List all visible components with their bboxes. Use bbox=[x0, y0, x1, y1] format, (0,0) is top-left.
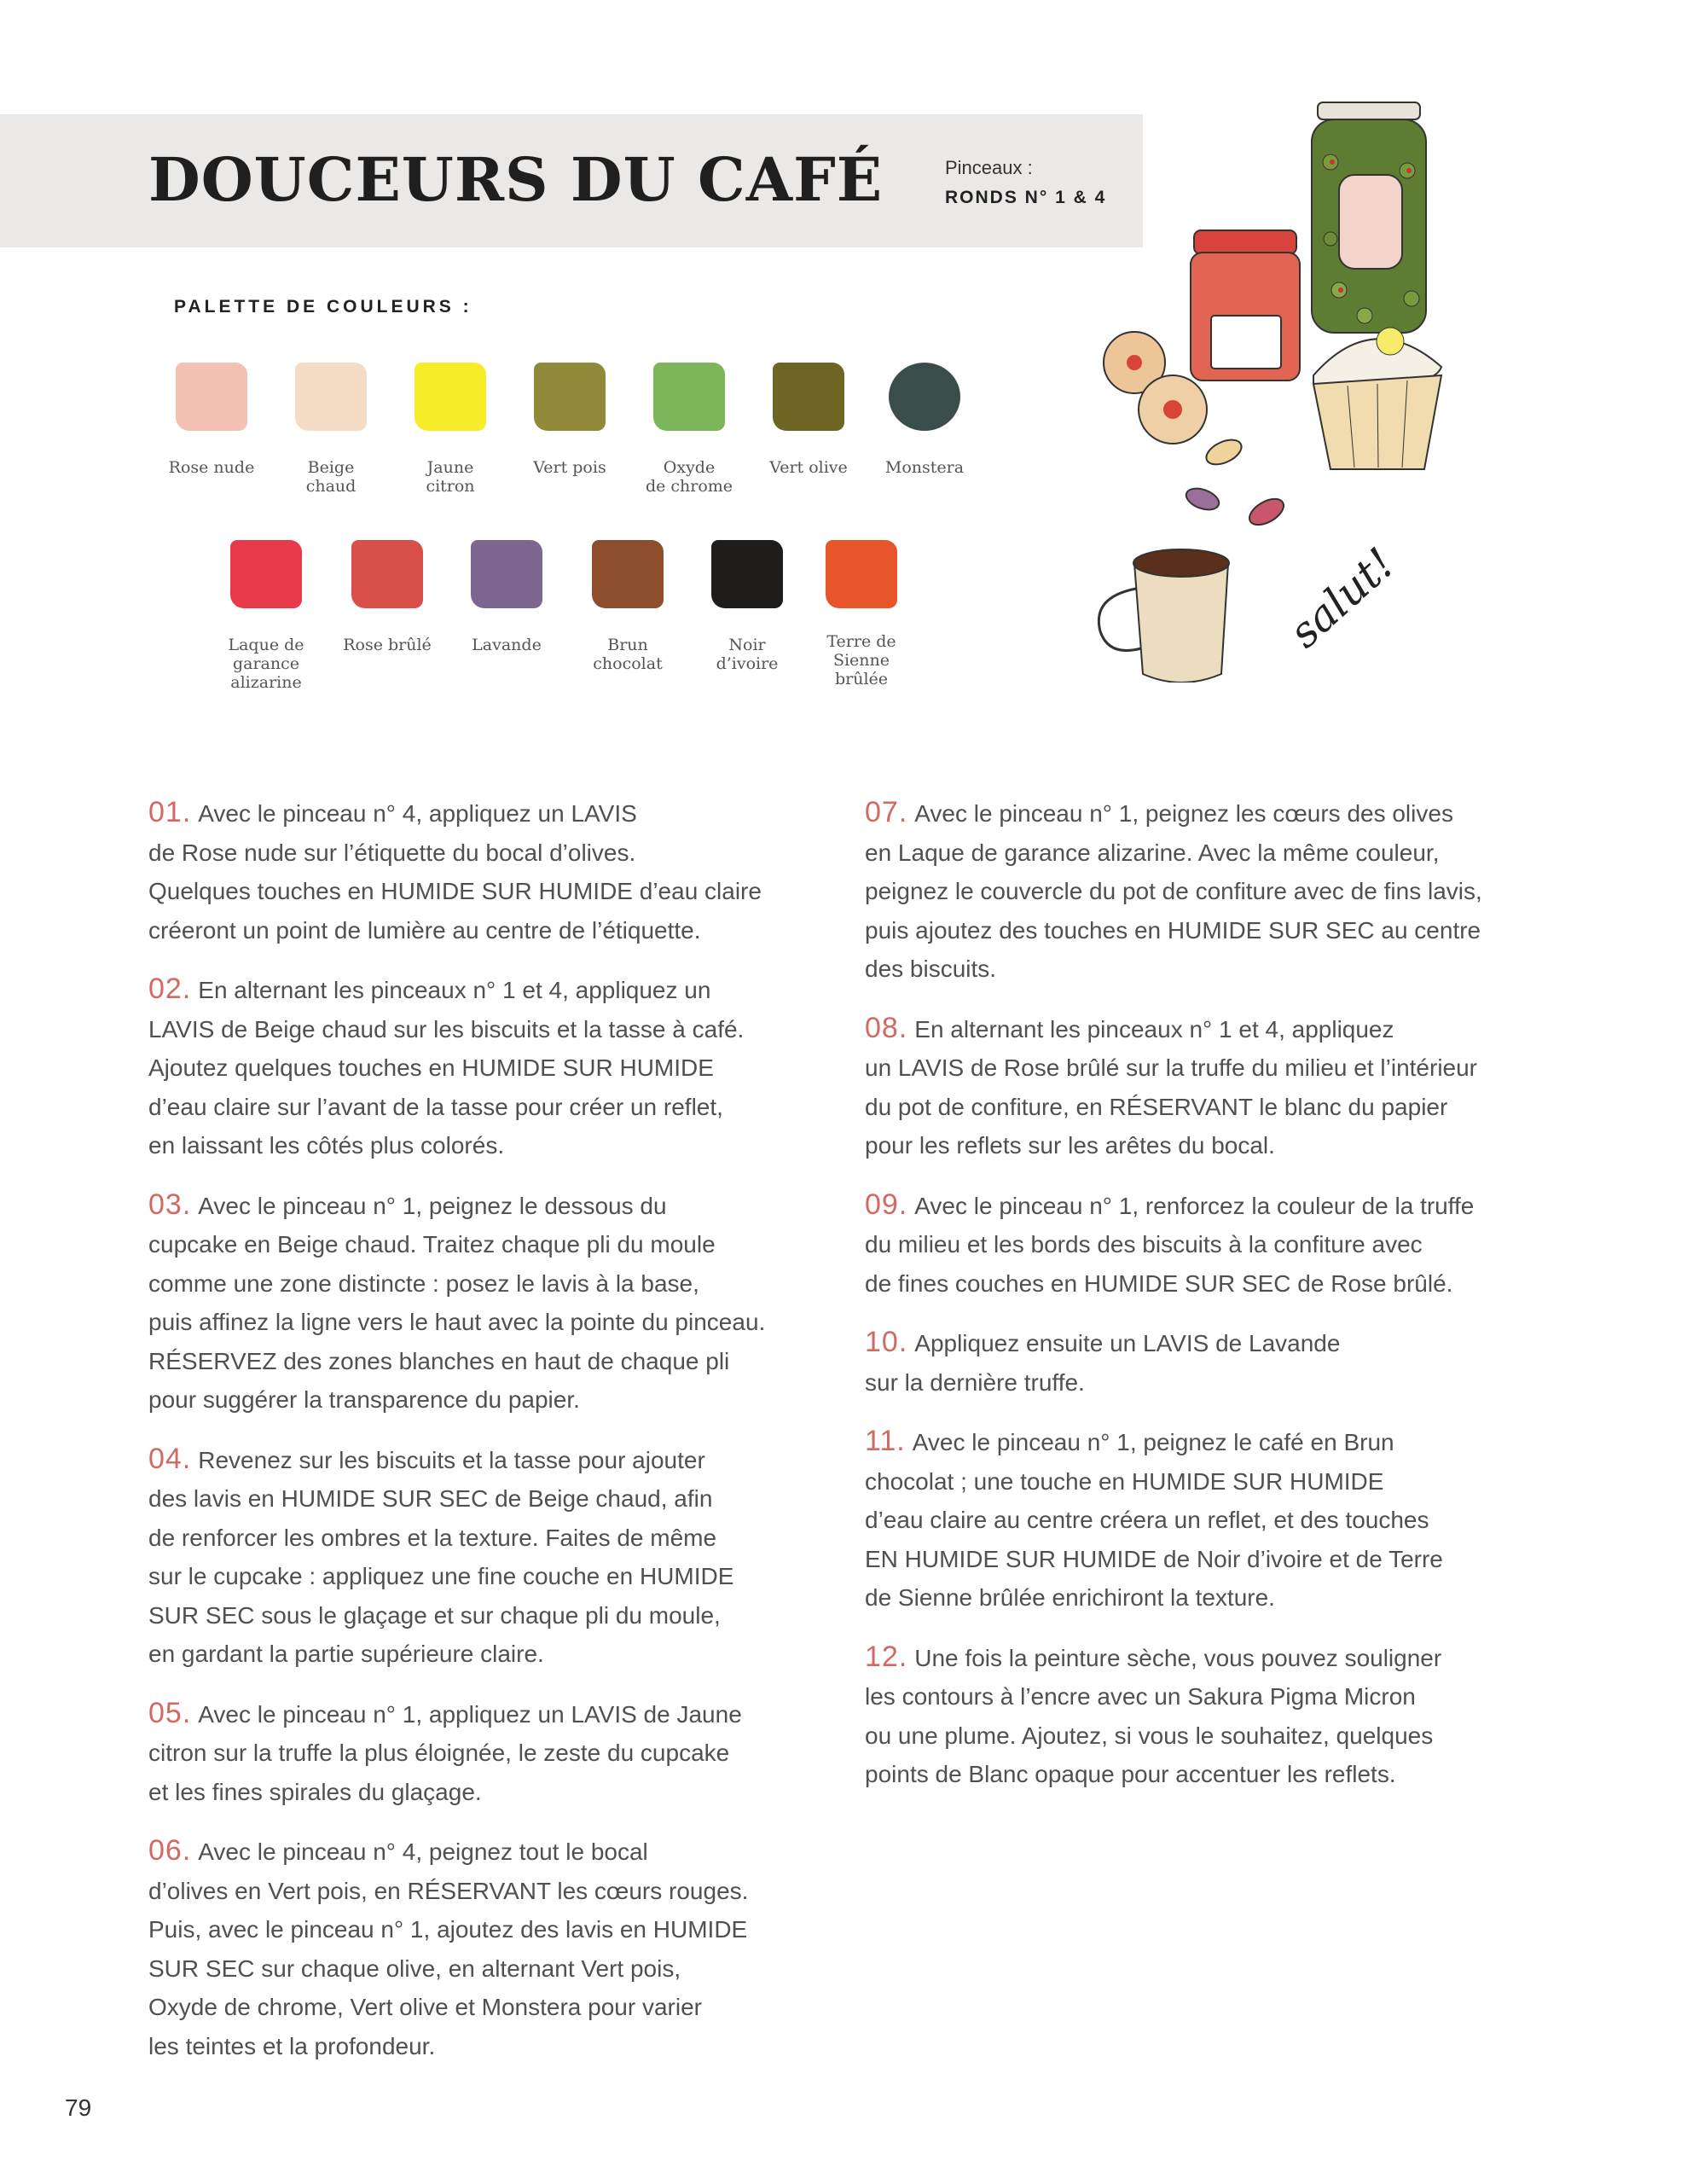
swatch-label: Oxyde de chrome bbox=[645, 458, 733, 496]
cafe-treats-illustration bbox=[1083, 85, 1475, 682]
step-01: 01. Avec le pinceau n° 4, appliquez un LAVIS de Rose nude sur l’étiquette du bocal d’olives. Quelques touches en HUMIDE SUR HUMIDE d’eau claire créeront un point de lumière au centre de l’étiquette. bbox=[148, 796, 762, 944]
color-chip bbox=[653, 363, 725, 431]
olive-jar bbox=[1312, 102, 1426, 333]
step-08: 08. En alternant les pinceaux n° 1 et 4, appliquez un LAVIS de Rose brûlé sur la truffe du milieu et l’intérieur du pot de confiture, en RÉSERVANT le blanc du papier pour les reflets sur les arêtes du bocal. bbox=[865, 1011, 1478, 1159]
step-06: 06. Avec le pinceau n° 4, peignez tout le bocal d’olives en Vert pois, en RÉSERVANT les cœurs rouges. Puis, avec le pinceau n° 1, ajoutez des lavis en HUMIDE SUR SEC sur chaque olive, en alternant Vert pois, Oxyde de chrome, Vert olive et Monstera pour varier les teintes et la profondeur. bbox=[148, 1834, 749, 2059]
cupcake bbox=[1313, 328, 1441, 469]
swatch-terre-de-sienne bbox=[785, 540, 938, 688]
swatch-label: Vert olive bbox=[769, 458, 848, 477]
step-07: 07. Avec le pinceau n° 1, peignez les cœurs des olives en Laque de garance alizarine. Avec la même couleur, peignez le couvercle du pot de confiture avec de fins lavis, puis ajoutez des touches en HUMIDE SUR SEC au centre des biscuits. bbox=[865, 796, 1482, 982]
brushes-info bbox=[945, 157, 1106, 208]
salut-handwriting: salut! bbox=[1279, 538, 1405, 658]
swatch-label: Noir d’ivoire bbox=[716, 636, 779, 673]
brushes-value: RONDS N° 1 & 4 bbox=[945, 188, 1107, 207]
color-chip bbox=[230, 540, 302, 608]
coffee-mug bbox=[1099, 549, 1229, 682]
swatch-label: Jaune citron bbox=[426, 458, 475, 496]
steps-column-left bbox=[148, 793, 822, 2086]
swatch-label: Laque de garance alizarine bbox=[228, 636, 304, 692]
color-chip bbox=[471, 540, 542, 608]
brushes-label: Pinceaux : bbox=[945, 157, 1033, 178]
swatch-label: Vert pois bbox=[533, 458, 606, 477]
step-11: 11. Avec le pinceau n° 1, peignez le café en Brun chocolat ; une touche en HUMIDE SUR HUMIDE d’eau claire au centre créera un reflet, et des touches EN HUMIDE SUR HUMIDE de Noir d’ivoire et de Terre de Sienne brûlée enrichiront la texture. bbox=[865, 1425, 1443, 1611]
color-chip bbox=[176, 363, 247, 431]
step-05: 05. Avec le pinceau n° 1, appliquez un LAVIS de Jaune citron sur la truffe la plus éloignée, le zeste du cupcake et les fines spirales du glaçage. bbox=[148, 1696, 742, 1805]
step-03: 03. Avec le pinceau n° 1, peignez le dessous du cupcake en Beige chaud. Traitez chaque pli du moule comme une zone distincte : posez le lavis à la base, puis affinez la ligne vers le haut avec la pointe du pinceau. RÉSERVEZ des zones blanches en haut de chaque pli pour suggérer la transparence du papier. bbox=[148, 1188, 766, 1413]
color-chip bbox=[351, 540, 423, 608]
step-10: 10. Appliquez ensuite un LAVIS de Lavande sur la dernière truffe. bbox=[865, 1326, 1341, 1396]
swatch-label: Terre de Sienne brûlée bbox=[826, 632, 896, 688]
candies bbox=[1183, 435, 1288, 531]
color-chip bbox=[826, 540, 897, 608]
swatch-label: Beige chaud bbox=[305, 458, 357, 496]
jam-jar bbox=[1191, 230, 1300, 380]
swatch-label: Rose nude bbox=[168, 458, 255, 477]
palette-title: PALETTE DE COULEURS : bbox=[174, 297, 472, 317]
page-number: 79 bbox=[65, 2094, 92, 2121]
swatch-label: Monstera bbox=[884, 458, 965, 477]
color-chip bbox=[295, 363, 367, 431]
step-02: 02. En alternant les pinceaux n° 1 et 4, appliquez un LAVIS de Beige chaud sur les biscuits et la tasse à café. Ajoutez quelques touches en HUMIDE SUR HUMIDE d’eau claire sur l’avant de la tasse pour créer un reflet, en laissant les côtés plus colorés. bbox=[148, 973, 745, 1159]
swatch-label: Rose brûlé bbox=[343, 636, 432, 654]
color-chip bbox=[773, 363, 844, 431]
step-12: 12. Une fois la peinture sèche, vous pouvez souligner les contours à l’encre avec un Sakura Pigma Micron ou une plume. Ajoutez, si vous le souhaitez, quelques points de Blanc opaque pour accentuer les reflets. bbox=[865, 1640, 1442, 1787]
color-chip bbox=[415, 363, 486, 431]
color-chip bbox=[889, 363, 960, 431]
swatch-label: Lavande bbox=[472, 636, 542, 654]
step-09: 09. Avec le pinceau n° 1, renforcez la couleur de la truffe du milieu et les bords des biscuits à la confiture avec de fines couches en HUMIDE SUR SEC de Rose brûlé. bbox=[865, 1188, 1475, 1297]
swatch-label: Brun chocolat bbox=[593, 636, 663, 673]
color-chip bbox=[534, 363, 606, 431]
color-chip bbox=[592, 540, 664, 608]
steps-column-right bbox=[865, 793, 1539, 1815]
color-chip bbox=[711, 540, 783, 608]
step-04: 04. Revenez sur les biscuits et la tasse pour ajouter des lavis en HUMIDE SUR SEC de Beige chaud, afin de renforcer les ombres et la texture. Faites de même sur le cupcake : appliquez une fine couche en HUMIDE SUR SEC sous le glaçage et sur chaque pli du moule, en gardant la partie supérieure claire. bbox=[148, 1442, 734, 1667]
page-title: DOUCEURS DU CAFÉ bbox=[148, 144, 884, 215]
swatch-monstera bbox=[848, 363, 1001, 482]
